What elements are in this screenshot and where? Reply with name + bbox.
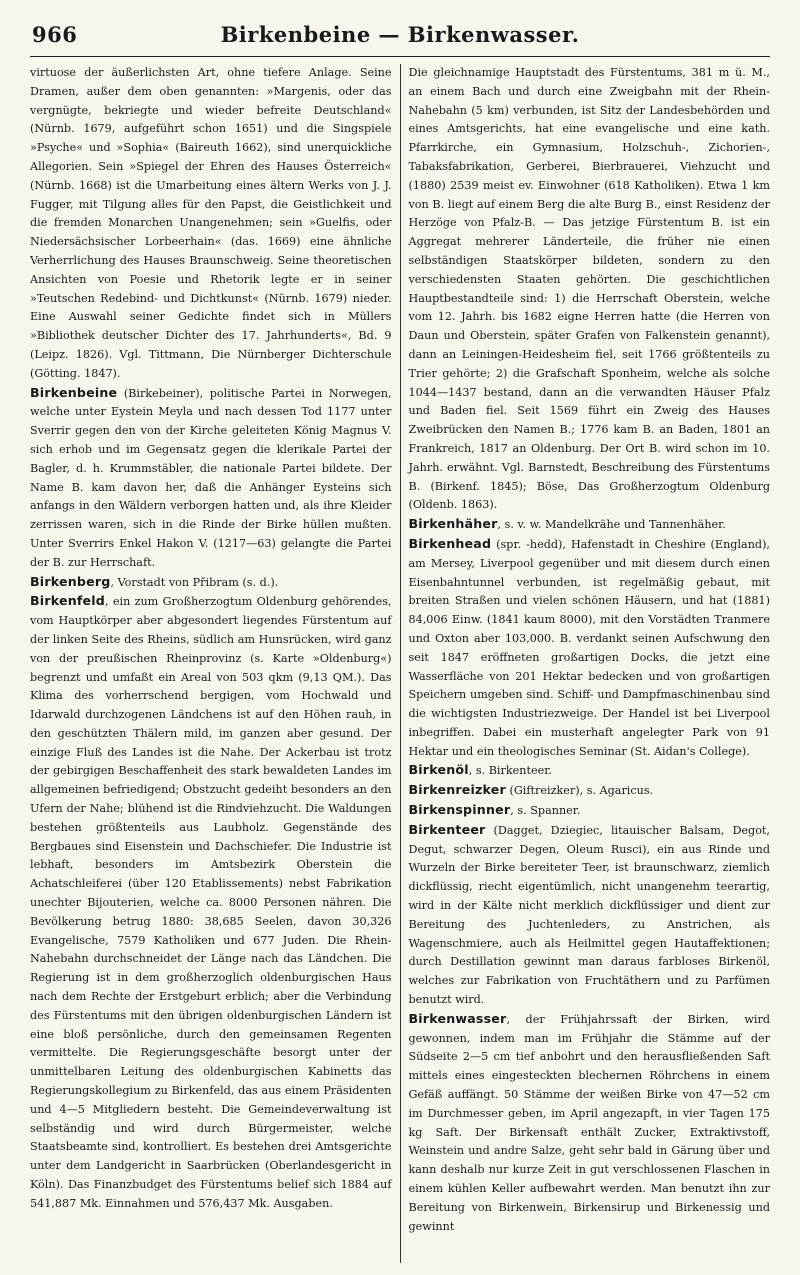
dictionary-entry: [408, 515, 770, 535]
continuation-text: Die gleichnamige Hauptstadt des Fürstentums, 381 m ü. M., an einem Bach und durch eine Zweigbahn mit der Rhein-Nahebahn (5 km) verbunden, ist Sitz der Landesbehörden und eines Amtsgerichts, hat eine evangelische und eine kath. Pfarrkirche, ein Gymnasium, Holzschuh-, Zichorien-, Tabaksfabrikation, Gerberei, Bierbrauerei, Viehzucht und (1880) 2539 meist ev. Einwohner (618 Katholiken). Etwa 1 km von B. liegt auf einem Berg die alte Burg B., einst Residenz der Herzöge von Pfalz-B. — Das jetzige Fürstentum B. ist ein Aggregat mehrerer Länderteile, die früher nie einen selbständigen Staatskörper bildeten, sondern zu den verschiedensten Staaten gehörten. Die geschichtlichen Hauptbestandteile sind: 1) die Herrschaft Oberstein, welche vom 12. Jahrh. bis 1682 eigne Herren hatte (die Herren von Daun und Oberstein, später Grafen von Falkenstein genannt), dann an Leiningen-Heidesheim fiel, seit 1766 größtenteils zu Trier gehörte; 2) die Grafschaft Sponheim, welche als solche 1044—1437 bestand, dann an die verwandten Häuser Pfalz und Baden fiel. Seit 1569 führt ein Zweig des Hauses Zweibrücken den Namen B.; 1776 kam B. an Baden, 1801 an Frankreich, 1817 an Oldenburg. Der Ort B. wird schon im 10. Jahrh. erwähnt. Vgl. Barnstedt, Beschreibung des Fürstentums B. (Birkenf. 1845); Böse, Das Großherzogtum Oldenburg (Oldenb. 1863).: [408, 66, 770, 512]
continuation-text: virtuose der äußerlichsten Art, ohne tiefere Anlage. Seine Dramen, außer dem oben genannten: »Margenis, oder das vergnügte, bekriegte und wieder befreite Deutschland« (Nürnb. 1679, aufgeführt schon 1651) und die Singspiele »Psyche« und »Sophia« (Baireuth 1662), sind unerquickliche Allegorien. Sein »Spiegel der Ehren des Hauses Österreich« (Nürnb. 1668) ist die Umarbeitung eines ältern Werks von J. J. Fugger, mit Tilgung alles für den Papst, die Geistlichkeit und die fremden Monarchen Unangenehmen; sein »Guelfis, oder Niedersächsischer Lorbeerhain« (das. 1669) eine ähnliche Verherrlichung des Hauses Braunschweig. Seine theoretischen Ansichten von Poesie und Rhetorik legte er in seiner »Teutschen Redebind- und Dichtkunst« (Nürnb. 1679) nieder. Eine Auswahl seiner Gedichte findet sich in Müllers »Bibliothek deutscher Dichter des 17. Jahrhunderts«, Bd. 9 (Leipz. 1826). Vgl. Tittmann, Die Nürnberger Dichterschule (Götting. 1847).: [30, 66, 392, 380]
entry-headword: Birkenhäher: [408, 516, 498, 532]
dictionary-entry: [408, 535, 770, 762]
entry-text: , ein zum Großherzogtum Oldenburg gehörendes, vom Hauptkörper aber abgesondert liegendes Fürstentum auf der linken Seite des Rheins, südlich am Hunsrücken, wird ganz von der preußischen Rheinprovinz (s. Karte »Oldenburg«) begrenzt und umfaßt ein Areal von 503 qkm (9,13 QM.). Das Klima des vorherrschend bergigen, vom Hochwald und Idarwald durchzogenen Ländchens ist auf den Höhen rauh, in den geschützten Thälern mild, im ganzen aber gesund. Der einzige Fluß des Landes ist die Nahe. Der Ackerbau ist trotz der gebirgigen Beschaffenheit des stark bewaldeten Landes im allgemeinen befriedigend; Obstzucht gedeiht besonders an den Ufern der Nahe; blühend ist die Rindviehzucht. Die Waldungen bestehen größtenteils aus Laubholz. Gegenstände des Bergbaues sind Eisenstein und Dachschiefer. Die Industrie ist lebhaft, besonders im Amtsbezirk Oberstein die Achatschleiferei (über 120 Etablissements) nebst Fabrikation unechter Bijouterien, welche ca. 8000 Personen nähren. Die Bevölkerung betrug 1880: 38,685 Seelen, davon 30,326 Evangelische, 7579 Katholiken und 677 Juden. Die Rhein-Nahebahn durchschneidet der Länge nach das Ländchen. Die Regierung ist in dem großherzoglich oldenburgischen Haus nach dem Rechte der Erstgeburt erblich; aber die Verbindung des Fürstentums mit den übrigen oldenburgischen Ländern ist eine bloß persönliche, durch den gemeinsamen Regenten vermittelte. Die Regierungsgeschäfte besorgt unter der unmittelbaren Leitung des oldenburgischen Kabinetts das Regierungskollegium zu Birkenfeld, das aus einem Präsidenten und 4—5 Mitgliedern besteht. Die Gemeindeverwaltung ist selbständig und wird durch Bürgermeister, welche Staatsbeamte sind, kontrolliert. Es bestehen drei Amtsgerichte unter dem Landgericht in Saarbrücken (Oberlandesgericht in Köln). Das Finanzbudget des Fürstentums belief sich 1884 auf 541,887 Mk. Einnahmen und 576,437 Mk. Ausgaben.: [30, 595, 392, 1210]
page-number: 966: [32, 22, 78, 47]
entry-headword: Birkenfeld: [30, 593, 106, 609]
entry-text: (Giftreizker), s. Agaricus.: [505, 784, 654, 798]
dictionary-entry: [408, 801, 770, 821]
page-header: [30, 14, 770, 57]
dictionary-entry: [408, 821, 770, 1010]
entry-text: (Dagget, Dziegiec, litauischer Balsam, Degot, Degut, schwarzer Degen, Oleum Rusci), ein aus Rinde und Wurzeln der Birke bereiteter Teer, ist braunschwarz, ziemlich dickflüssig, riecht eigentümlich, nicht unangenehm teerartig, wird in der Kälte nicht merklich dickflüssiger und dient zur Bereitung des Juchtenleders, zu Anstrichen, als Wagenschmiere, auch als Heilmittel gegen Hautaffektionen; durch Destillation gewinnt man daraus farbloses Birkenöl, welches zur Fabrikation von Fruchtäthern und zu Parfümen benutzt wird.: [408, 823, 770, 1007]
running-title: Birkenbeine — Birkenwasser.: [220, 22, 580, 47]
entry-headword: Birkenspinner: [408, 802, 511, 818]
entry-headword: Birkenöl: [408, 762, 469, 778]
entry-text: , der Frühjahrssaft der Birken, wird gewonnen, indem man im Frühjahr die Stämme auf der Südseite 2—5 cm tief anbohrt und den herausfließenden Saft mittels eines eingesteckten blechernen Röhrchens in einem Gefäß auffängt. 50 Stämme der weißen Birke von 47—52 cm im Durchmesser geben, im April angezapft, in vier Tagen 175 kg Saft. Der Birkensaft enthält Zucker, Extraktivstoff, Weinstein und andre Salze, geht sehr bald in Gärung über und kann deshalb nur kurze Zeit in gut verschlossenen Flaschen in einem kühlen Keller aufbewahrt werden. Man benutzt ihn zur Bereitung von Birkenwein, Birkensirup und Birkenessig und gewinnt: [408, 1012, 770, 1233]
entry-headword: Birkenbeine: [30, 384, 118, 400]
dictionary-entry: [408, 781, 770, 801]
entry-text: , s. Birkenteer.: [468, 764, 552, 778]
right-column: [400, 64, 770, 1263]
left-column: [30, 64, 400, 1263]
entry-headword: Birkenhead: [408, 535, 492, 551]
text-columns: [30, 64, 770, 1263]
dictionary-entry: [30, 592, 392, 1213]
entry-text: , s. Spanner.: [510, 804, 581, 818]
entry-text: , s. v. w. Mandelkrähe und Tannenhäher.: [497, 518, 726, 532]
entry-headword: Birkenreizker: [408, 782, 506, 798]
entry-text: (Birkebeiner), politische Partei in Norwegen, welche unter Eystein Meyla und nach dessen Tod 1177 unter Sverrir gegen den von der Kirche geleiteten König Magnus V. sich erhob und im Gegensatz gegen die klerikale Partei der Bagler, d. h. Krummstäbler, die nationale Partei bildete. Der Name B. kam davon her, daß die Anhänger Eysteins sich anfangs in den Wäldern verborgen hatten und, als ihre Kleider zerrissen waren, sich in die Rinde der Birke hüllen mußten. Unter Sverrirs Enkel Hakon V. (1217—63) gelangte die Partei der B. zur Herrschaft.: [30, 386, 392, 569]
dictionary-entry: [408, 761, 770, 781]
entry-headword: Birkenteer: [408, 821, 486, 837]
dictionary-entry: [30, 573, 392, 593]
entry-headword: Birkenwasser: [408, 1010, 507, 1026]
entry-text: (spr. -hedd), Hafenstadt in Cheshire (England), am Mersey, Liverpool gegenüber und mit diesem durch einen Eisenbahntunnel verbunden, ist regelmäßig gebaut, mit breiten Straßen und vielen schönen Häusern, und hat (1881) 84,006 Einw. (1841 kaum 8000), mit den Vorstädten Tranmere und Oxton aber 103,000. B. verdankt seinen Aufschwung den seit 1847 eröffneten großartigen Docks, die jetzt eine Wasserfläche von 201 Hektar bedecken und von großartigen Speichern umgeben sind. Schiff- und Dampfmaschinenbau sind die wichtigsten Industriezweige. Der Handel ist bei Liverpool inbegriffen. Dabei ein musterhaft angelegter Park von 91 Hektar und ein theologisches Seminar (St. Aidan's College).: [408, 537, 770, 758]
dictionary-entry: [408, 1010, 770, 1237]
entry-text: , Vorstadt von Přibram (s. d.).: [110, 575, 279, 589]
dictionary-entry: [30, 384, 392, 573]
entry-headword: Birkenberg: [30, 573, 111, 589]
